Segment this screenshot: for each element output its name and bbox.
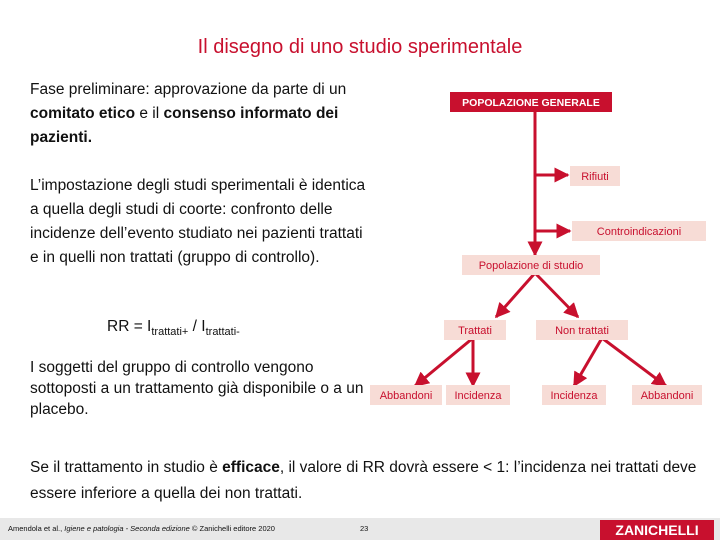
rr-lhs: RR = I (107, 318, 152, 335)
p1-text-c: e il (135, 105, 164, 122)
footer-credit-a: Amendola et al., (8, 524, 65, 533)
paragraph-setup: L’impostazione degli studi sperimentali è identica a quella degli studi di coorte: confronto delle incidenze dell’evento studiato nei pazienti trattati e in quelli non trattati (gruppo di controllo). (30, 177, 366, 266)
rr-sub-treated: trattati+ (151, 326, 189, 338)
label-non-trattati: Non trattati (555, 325, 609, 337)
arrow-to-incidenza-2 (574, 338, 602, 386)
rr-sub-untreated: trattati- (205, 326, 240, 338)
footer-credit (8, 524, 275, 533)
label-popolazione-studio: Popolazione di studio (478, 260, 584, 272)
p4-bold-efficace: efficace (222, 459, 280, 476)
arrow-to-abbandoni-1 (415, 338, 473, 386)
zanichelli-logo: ZANICHELLI (600, 520, 714, 540)
label-trattati: Trattati (458, 325, 492, 337)
paragraph-conclusion (30, 455, 700, 507)
p4-text-a: Se il trattamento in studio è (30, 459, 223, 476)
arrow-to-trattati (496, 273, 535, 317)
p1-text-a: Fase preliminare: approvazione da parte di un (30, 81, 347, 98)
label-rifiuti: Rifiuti (581, 171, 609, 183)
label-popolazione-generale: POPOLAZIONE GENERALE (462, 97, 600, 109)
p1-bold-ethics: comitato etico (30, 105, 136, 122)
label-abbandoni-1: Abbandoni (379, 390, 433, 402)
arrow-to-controindicazioni (535, 205, 570, 231)
label-incidenza-1: Incidenza (454, 390, 502, 402)
footer-credit-b: © Zanichelli editore 2020 (189, 524, 275, 533)
rr-formula (107, 318, 240, 338)
rr-mid: / I (188, 318, 206, 335)
slide-title: Il disegno di uno studio sperimentale (197, 36, 523, 58)
p1-bold-consent: consenso informato dei pazienti. (30, 105, 339, 146)
label-incidenza-2: Incidenza (550, 390, 598, 402)
page-number: 23 (360, 524, 369, 533)
label-controindicazioni: Controindicazioni (596, 226, 682, 238)
arrow-to-rifiuti (535, 155, 568, 175)
paragraph-control: I soggetti del gruppo di controllo vengono sottoposti a un trattamento già disponibile o a un placebo. (30, 359, 364, 418)
label-abbandoni-2: Abbandoni (640, 390, 694, 402)
study-flow-diagram (360, 80, 720, 420)
footer-credit-title: Igiene e patologia - Seconda edizione (64, 524, 190, 533)
arrow-to-non-trattati (535, 273, 578, 317)
arrow-to-abbandoni-2 (602, 338, 666, 386)
p4-text-c: , il valore di RR dovrà essere < 1: l’incidenza nei trattati deve essere inferiore a quella dei non trattati. (30, 459, 697, 502)
paragraph-preliminary (30, 78, 380, 150)
